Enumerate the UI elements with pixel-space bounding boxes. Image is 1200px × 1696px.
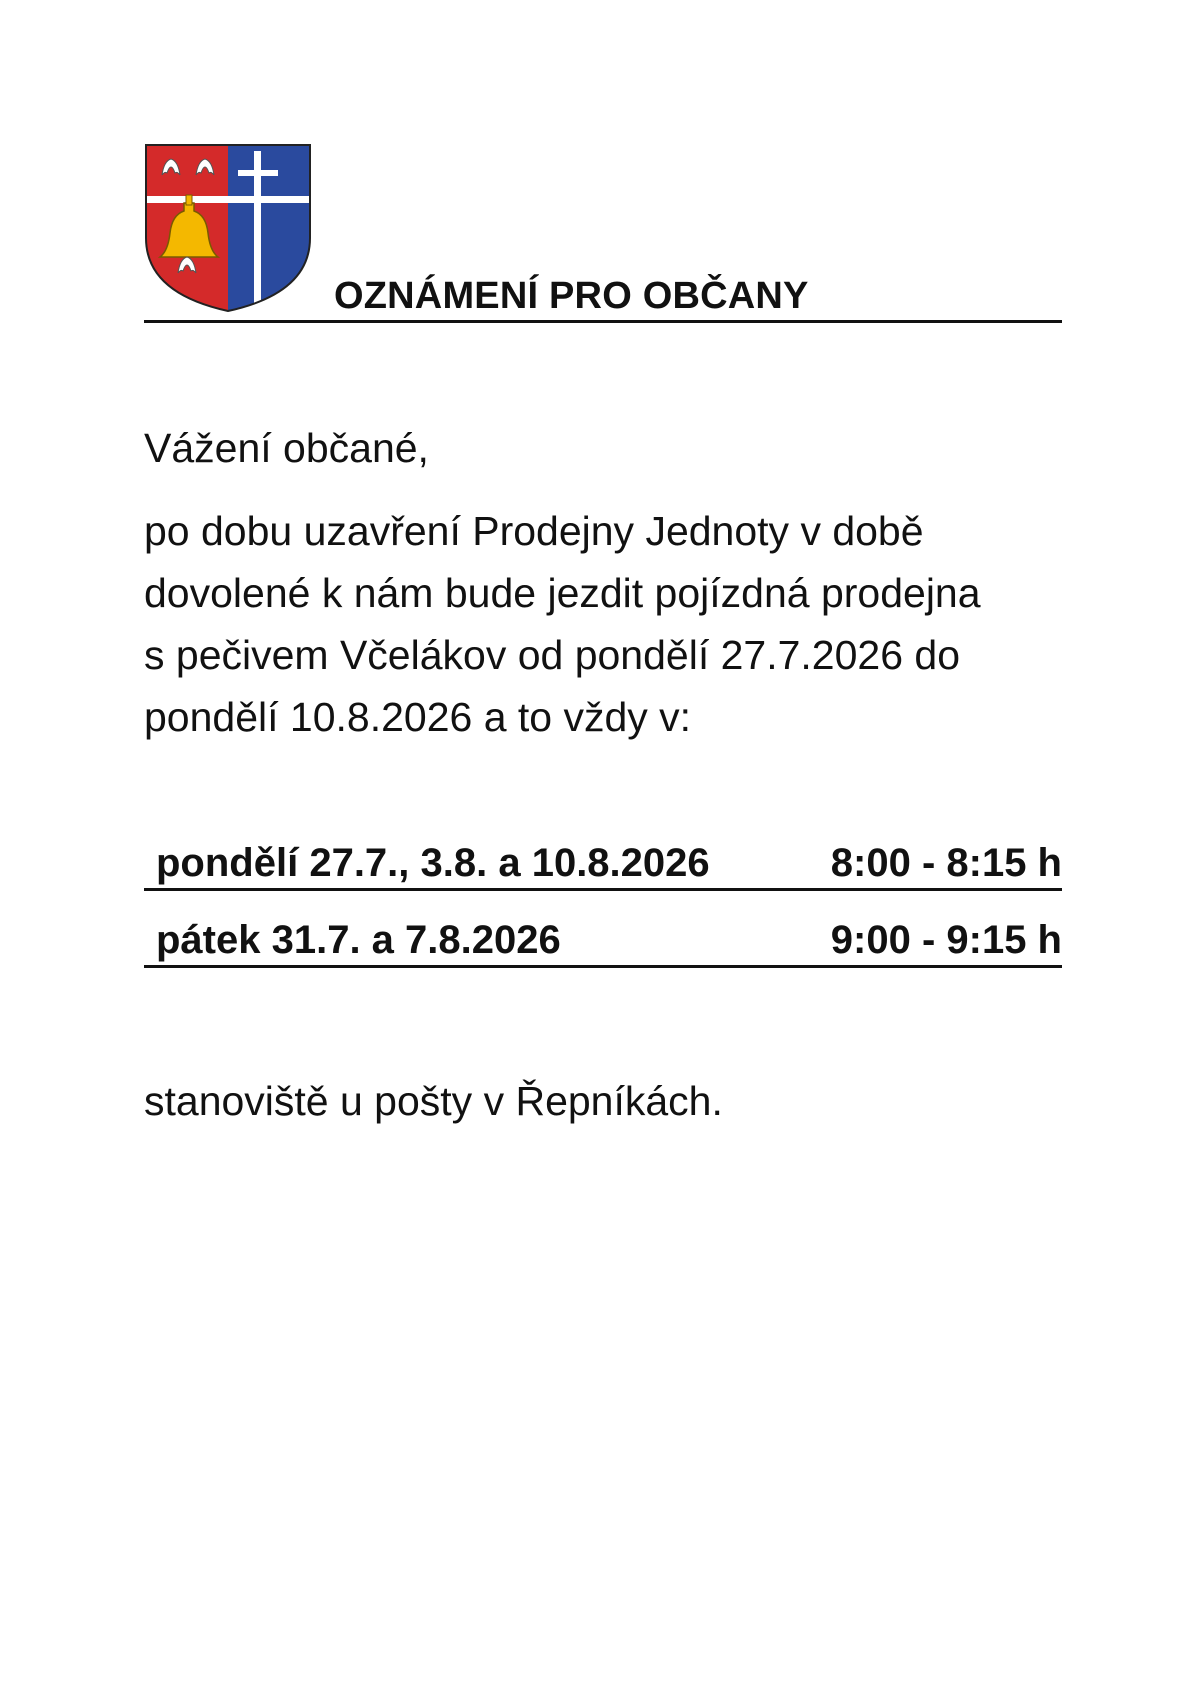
schedule-row [144, 915, 1062, 968]
salutation: Vážení občané, [144, 425, 429, 471]
body-line: s pečivem Včelákov od pondělí 27.7.2026 do [144, 632, 960, 678]
schedule-table [144, 838, 1062, 992]
location-text: stanoviště u pošty v Řepníkách. [144, 1078, 723, 1124]
body-line: pondělí 10.8.2026 a to vždy v: [144, 694, 692, 740]
schedule-row [144, 838, 1062, 891]
body-line: dovolené k nám bude jezdit pojízdná prodejna [144, 570, 981, 616]
schedule-time: 8:00 - 8:15 h [830, 841, 1062, 885]
title-row [144, 270, 1062, 323]
schedule-day: pátek 31.7. a 7.8.2026 [156, 918, 561, 962]
schedule-time: 9:00 - 9:15 h [830, 918, 1062, 962]
body-paragraph [144, 500, 1084, 748]
page-title: OZNÁMENÍ PRO OBČANY [334, 275, 809, 317]
schedule-day: pondělí 27.7., 3.8. a 10.8.2026 [156, 841, 710, 885]
body-line: po dobu uzavření Prodejny Jednoty v době [144, 508, 924, 554]
